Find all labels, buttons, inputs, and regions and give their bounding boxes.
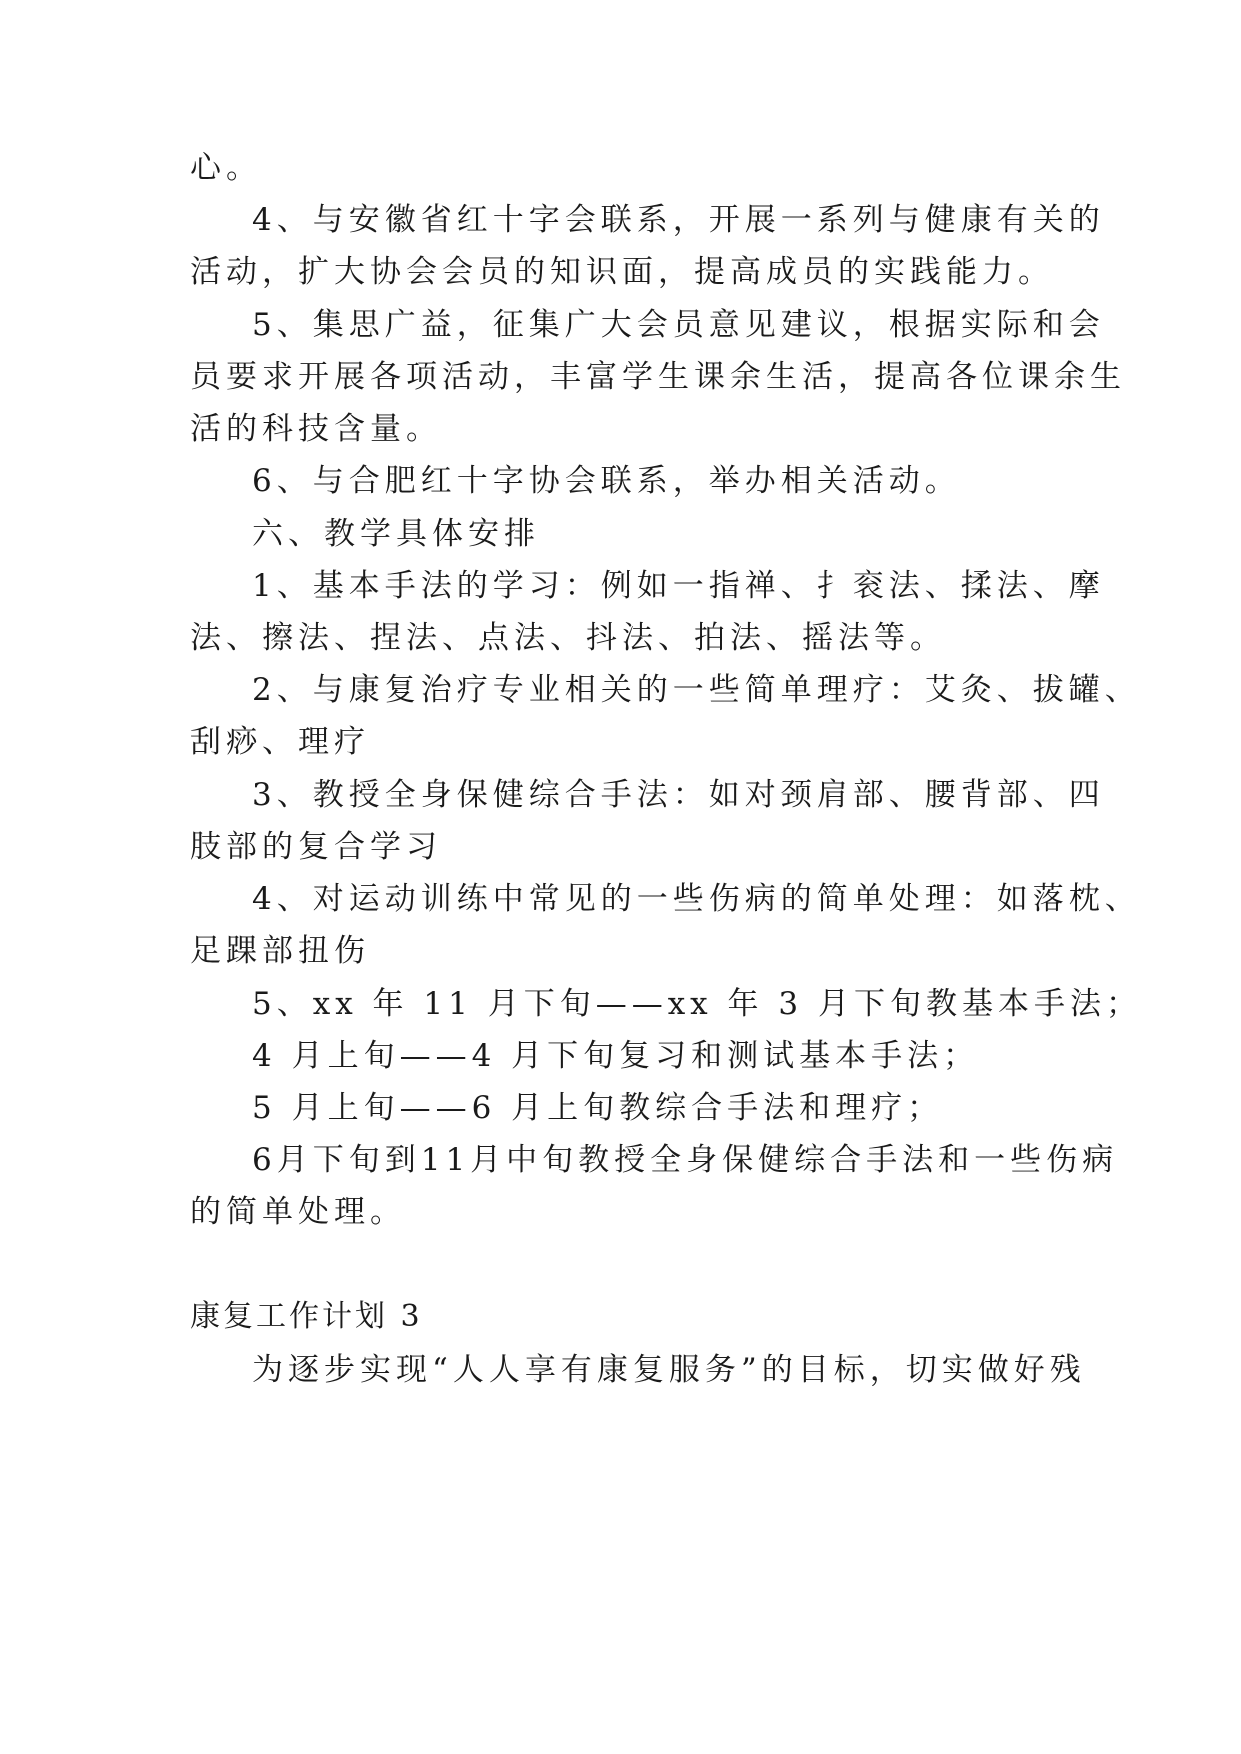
paragraph-line: 4、对运动训练中常见的一些伤病的简单处理：如落枕、 [252,881,1141,917]
paragraph-line: 5 月上旬——6 月上旬教综合手法和理疗； [252,1090,944,1126]
paragraph-line: 4、与安徽省红十字会联系，开展一系列与健康有关的 [252,202,1105,238]
paragraph-line: 4 月上旬——4 月下旬复习和测试基本手法； [252,1038,980,1074]
paragraph-line: 2、与康复治疗专业相关的一些简单理疗：艾灸、拔罐、 [252,672,1141,708]
paragraph-line: 5、xx 年 11 月下旬——xx 年 3 月下旬教基本手法； [252,986,1142,1022]
paragraph-line: 法、擦法、捏法、点法、抖法、拍法、摇法等。 [190,620,946,656]
paragraph-line: 心。 [190,150,262,186]
paragraph-line: 肢部的复合学习 [190,829,442,865]
section-heading: 六、教学具体安排 [252,516,540,552]
paragraph-line: 为逐步实现“人人享有康复服务”的目标，切实做好残 [252,1352,1086,1388]
paragraph-line: 6月下旬到11月中旬教授全身保健综合手法和一些伤病 [252,1142,1119,1178]
section-title: 康复工作计划 3 [190,1299,423,1334]
paragraph-line: 1、基本手法的学习：例如一指禅、扌衮法、揉法、摩 [252,568,1105,604]
paragraph-line: 5、集思广益，征集广大会员意见建议，根据实际和会 [252,307,1105,343]
paragraph-line: 活的科技含量。 [190,411,442,447]
paragraph-line: 员要求开展各项活动，丰富学生课余生活，提高各位课余生 [190,359,1126,395]
paragraph-line: 足踝部扭伤 [190,933,370,969]
paragraph-line: 3、教授全身保健综合手法：如对颈肩部、腰背部、四 [252,777,1105,813]
paragraph-line: 的简单处理。 [190,1194,406,1230]
paragraph-line: 活动，扩大协会会员的知识面，提高成员的实践能力。 [190,254,1054,290]
paragraph-line: 刮痧、理疗 [190,724,370,760]
paragraph-line: 6、与合肥红十字协会联系，举办相关活动。 [252,463,961,499]
